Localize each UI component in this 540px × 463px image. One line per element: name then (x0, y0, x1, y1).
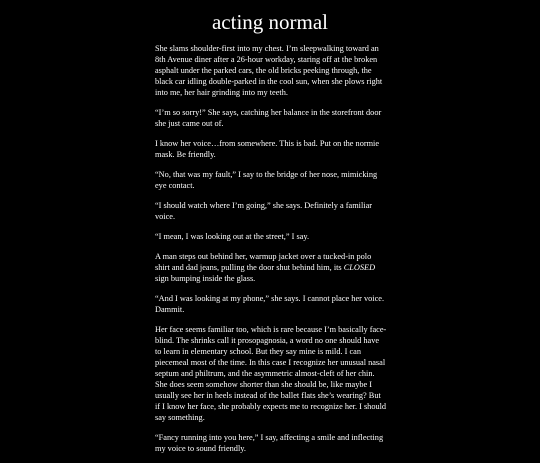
closed-sign-text: CLOSED (343, 263, 376, 272)
story-body (155, 43, 387, 463)
story-title: acting normal (211, 10, 329, 34)
story-paragraph: “No, that was my fault,” I say to the bridge of her nose, mimicking eye contact. (155, 170, 378, 190)
story-paragraph: I know her voice…from somewhere. This is bad. Put on the normie mask. Be friendly. (155, 139, 380, 159)
story-paragraph: “I’m so sorry!” She says, catching her balance in the storefront door she just came out of. (155, 108, 382, 128)
story-paragraph: Her face seems familiar too, which is rare because I’m basically face-blind. The shrinks call it prosopagnosia, a word no one should have to learn in elementary school. But they say mine is mild. I can piecemeal most of the time. In this case I recognize her unusual nasal septum and philtrum, and the asymmetric almost-cleft of her chin. She does seem somehow shorter than she should be, like maybe I usually see her in heels instead of the ballet flats she’s wearing? But if I know her face, she probably expects me to recognize her. I should say something. (155, 325, 387, 422)
story-paragraph: “Fancy running into you here,” I say, affecting a smile and inflecting my voice to sound friendly. (155, 433, 384, 453)
story-paragraph: “And I was looking at my phone,” she says. I cannot place her voice. Dammit. (155, 294, 385, 314)
story-paragraph: A man steps out behind her, warmup jacket over a tucked-in polo shirt and dad jeans, pulling the door shut behind him, its CLOSED sign bumping inside the glass. (155, 252, 376, 283)
story-paragraph: “I mean, I was looking out at the street,” I say. (155, 232, 310, 241)
story-paragraph: She slams shoulder-first into my chest. I’m sleepwalking toward an 8th Avenue diner after a 26-hour workday, staring off at the broken asphalt under the parked cars, the old bricks peeking through, the black car idling double-parked in the cool sun, when she plows right into me, her hair grinding into my teeth. (155, 44, 383, 97)
story-paragraph: “I should watch where I’m going,” she says. Definitely a familiar voice. (155, 201, 373, 221)
